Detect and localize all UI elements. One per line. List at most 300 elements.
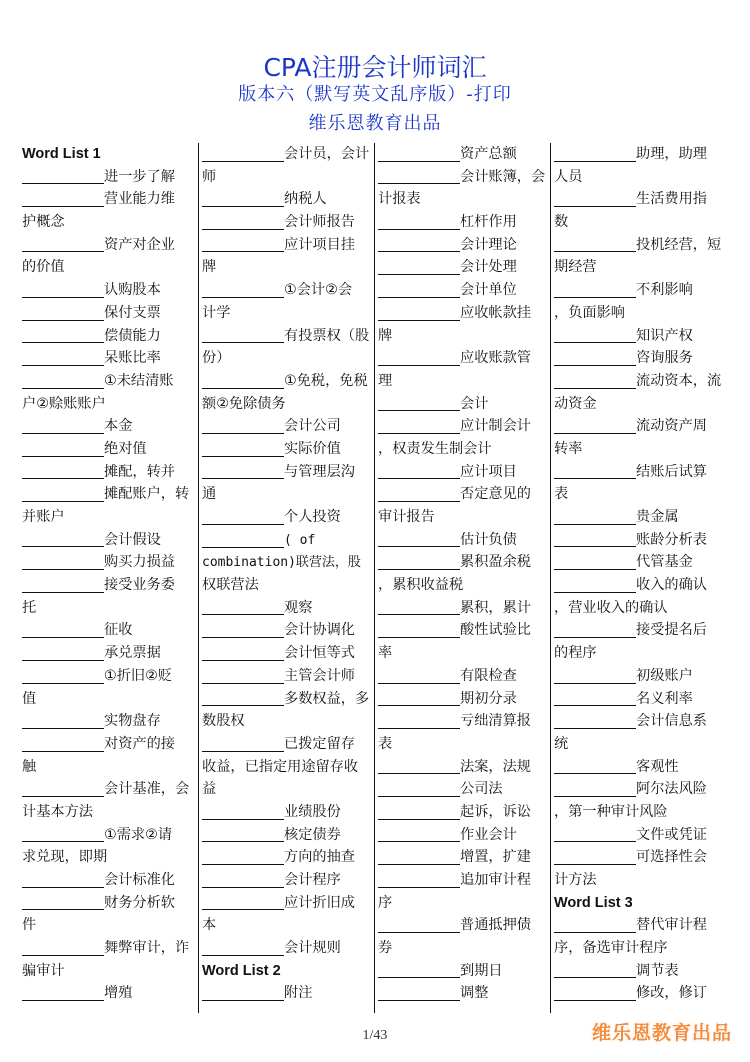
answer-blank — [378, 531, 460, 547]
chinese-term: 护概念 — [22, 214, 65, 231]
vocab-entry — [378, 483, 550, 506]
chinese-term: 累积盈余税 — [460, 554, 531, 571]
answer-blank — [202, 599, 284, 615]
chinese-term: 骗审计 — [22, 962, 65, 979]
answer-blank — [378, 622, 460, 638]
answer-blank — [378, 758, 460, 774]
vocab-entry — [22, 619, 194, 642]
answer-blank — [202, 418, 284, 434]
vocab-entry-continuation — [554, 801, 726, 824]
vocab-entry — [22, 892, 194, 915]
answer-blank — [554, 191, 636, 207]
chinese-term: 客观性 — [636, 758, 679, 775]
vocab-entry — [202, 982, 374, 1005]
vocab-entry — [378, 234, 550, 257]
chinese-term: 实际价值 — [284, 440, 341, 457]
chinese-term: 转率 — [554, 440, 583, 457]
chinese-term: ，累积收益税 — [378, 577, 464, 594]
vocab-entry-continuation — [378, 188, 550, 211]
column-4 — [550, 143, 726, 1013]
vocab-entry — [202, 279, 374, 302]
chinese-term: 师 — [202, 168, 217, 185]
vocab-entry — [202, 597, 374, 620]
vocab-entry — [378, 551, 550, 574]
vocab-entry-continuation — [22, 393, 194, 416]
chinese-term: 与管理层沟 — [284, 463, 355, 480]
vocab-entry-continuation — [202, 166, 374, 189]
answer-blank — [554, 668, 636, 684]
chinese-term: 财务分析软 — [104, 894, 175, 911]
answer-blank — [554, 758, 636, 774]
vocab-entry — [22, 778, 194, 801]
answer-blank — [22, 282, 104, 298]
answer-blank — [378, 690, 460, 706]
answer-blank — [202, 282, 284, 298]
answer-blank — [202, 645, 284, 661]
chinese-term: 可选择性会 — [636, 849, 707, 866]
chinese-term: 不利影响 — [636, 282, 693, 299]
vocab-entry — [22, 325, 194, 348]
chinese-term: 应计制会计 — [460, 418, 531, 435]
vocab-entry-continuation — [22, 846, 194, 869]
chinese-term: combination)联营法，股 — [202, 555, 361, 571]
vocab-entry-continuation — [378, 370, 550, 393]
vocab-entry-continuation — [378, 574, 550, 597]
vocab-entry — [22, 869, 194, 892]
chinese-term: 知识产权 — [636, 327, 693, 344]
vocab-entry — [202, 619, 374, 642]
chinese-term: ①免税，免税 — [284, 372, 368, 389]
answer-blank — [22, 531, 104, 547]
vocab-entry-continuation — [202, 574, 374, 597]
vocab-entry — [378, 393, 550, 416]
chinese-term: 会计信息系 — [636, 713, 707, 730]
column-1 — [22, 143, 194, 1013]
answer-blank — [22, 463, 104, 479]
document-subtitle: 版本六（默写英文乱序版）-打印 — [238, 84, 512, 105]
chinese-term: 方向的抽查 — [284, 849, 355, 866]
page-number: 1/43 — [362, 1028, 388, 1043]
answer-blank — [22, 894, 104, 910]
vocab-entry — [378, 756, 550, 779]
chinese-term: 序，备选审计程序 — [554, 940, 668, 957]
answer-blank — [22, 554, 104, 570]
vocab-entry-continuation — [202, 347, 374, 370]
answer-blank — [554, 463, 636, 479]
vocab-entry — [554, 415, 726, 438]
chinese-term: 触 — [22, 758, 37, 775]
chinese-term: 摊配账户，转 — [104, 486, 190, 503]
vocab-entry — [378, 529, 550, 552]
chinese-term: 酸性试验比 — [460, 622, 531, 639]
vocab-entry — [202, 461, 374, 484]
chinese-term: 理 — [378, 372, 393, 389]
chinese-term: 认购股本 — [104, 282, 161, 299]
answer-blank — [378, 395, 460, 411]
vocab-entry — [22, 166, 194, 189]
chinese-term: 业绩股份 — [284, 803, 341, 820]
answer-blank — [554, 713, 636, 729]
vocab-entry — [202, 370, 374, 393]
chinese-term: 牌 — [378, 327, 393, 344]
chinese-term: 贵金属 — [636, 509, 679, 525]
chinese-term: 呆账比率 — [104, 350, 161, 367]
chinese-term: 统 — [554, 735, 569, 752]
answer-blank — [22, 872, 104, 888]
vocab-entry — [554, 778, 726, 801]
vocab-entry — [202, 688, 374, 711]
vocab-entry — [554, 347, 726, 370]
vocab-entry-continuation — [554, 642, 726, 665]
chinese-term: 到期日 — [460, 962, 503, 979]
chinese-term: 估计负债 — [460, 531, 517, 548]
chinese-term: 会计 — [460, 395, 489, 412]
chinese-term: 作业会计 — [460, 826, 517, 843]
answer-blank — [378, 486, 460, 502]
answer-blank — [554, 962, 636, 978]
vocab-entry — [202, 188, 374, 211]
vocab-entry-continuation — [378, 937, 550, 960]
vocab-entry — [378, 415, 550, 438]
vocab-entry-continuation — [22, 960, 194, 983]
chinese-term: 替代审计程 — [636, 917, 707, 934]
answer-blank — [554, 509, 636, 525]
chinese-term: 增置，扩建 — [460, 849, 531, 866]
chinese-term: 会计标准化 — [104, 872, 175, 888]
vocab-entry-continuation — [202, 778, 374, 801]
chinese-term: 期经营 — [554, 259, 597, 276]
chinese-term: 件 — [22, 917, 37, 934]
chinese-term: 本 — [202, 917, 217, 934]
publisher-name: 维乐恩教育出品 — [308, 113, 442, 134]
answer-blank — [202, 463, 284, 479]
vocab-entry-continuation — [378, 733, 550, 756]
vocab-entry-continuation — [554, 438, 726, 461]
chinese-term: 接受业务委 — [104, 577, 175, 594]
vocab-entry — [22, 302, 194, 325]
vocab-entry — [378, 256, 550, 279]
chinese-term: ①需求②请 — [104, 826, 173, 843]
chinese-term: 会计理论 — [460, 236, 517, 253]
vocab-entry — [22, 642, 194, 665]
chinese-term: 对资产的接 — [104, 735, 175, 752]
answer-blank — [22, 327, 104, 343]
chinese-term: ( of — [284, 532, 316, 548]
vocab-entry-continuation — [202, 551, 374, 574]
chinese-term: 权联营法 — [202, 577, 259, 594]
answer-blank — [22, 577, 104, 593]
vocab-entry — [202, 846, 374, 869]
answer-blank — [22, 736, 104, 752]
chinese-term: ①未结清账 — [104, 372, 174, 389]
answer-blank — [378, 214, 460, 230]
vocab-entry — [554, 234, 726, 257]
chinese-term: ，负面影响 — [554, 304, 625, 321]
answer-blank — [22, 441, 104, 457]
chinese-term: 户②赊账账户 — [22, 395, 106, 412]
chinese-term: 增殖 — [104, 985, 133, 1002]
chinese-term: 表 — [378, 735, 393, 752]
chinese-term: 有限检查 — [460, 667, 517, 684]
chinese-term: 观察 — [284, 599, 313, 616]
answer-blank — [202, 690, 284, 706]
chinese-term: 咨询服务 — [636, 350, 693, 367]
vocab-entry-continuation — [378, 506, 550, 529]
vocab-entry — [378, 597, 550, 620]
vocab-entry — [202, 824, 374, 847]
vocab-entry — [554, 506, 726, 529]
chinese-term: 资产对企业 — [104, 236, 175, 253]
answer-blank — [378, 668, 460, 684]
chinese-term: 会计账簿，会 — [460, 168, 546, 185]
vocab-entry — [22, 982, 194, 1005]
chinese-term: 资产总额 — [460, 146, 517, 162]
chinese-term: 生活费用指 — [636, 191, 707, 208]
vocab-entry — [554, 529, 726, 552]
vocab-entry — [202, 438, 374, 461]
chinese-term: 表 — [554, 486, 569, 503]
vocab-entry — [378, 302, 550, 325]
chinese-term: 会计处理 — [460, 259, 517, 276]
answer-blank — [202, 736, 284, 752]
chinese-term: 绝对值 — [104, 440, 147, 457]
chinese-term: 值 — [22, 690, 37, 707]
chinese-term: 序 — [378, 894, 393, 911]
chinese-term: 摊配，转并 — [104, 463, 175, 480]
chinese-term: 纳税人 — [284, 191, 327, 208]
answer-blank — [22, 781, 104, 797]
vocab-entry-continuation — [22, 801, 194, 824]
vocab-entry-continuation — [202, 256, 374, 279]
chinese-term: 征收 — [104, 622, 133, 639]
vocab-entry — [378, 801, 550, 824]
vocab-entry — [378, 710, 550, 733]
answer-blank — [554, 781, 636, 797]
answer-blank — [202, 441, 284, 457]
vocab-entry — [554, 665, 726, 688]
vocab-entry — [554, 688, 726, 711]
chinese-term: ，权责发生制会计 — [378, 440, 492, 457]
vocab-entry — [554, 710, 726, 733]
chinese-term: 初级账户 — [636, 667, 693, 684]
chinese-term: 计报表 — [378, 191, 421, 208]
vocab-entry-continuation — [22, 256, 194, 279]
answer-blank — [554, 849, 636, 865]
vocab-entry — [378, 461, 550, 484]
chinese-term: 审计报告 — [378, 509, 435, 525]
vocab-entry — [554, 914, 726, 937]
chinese-term: 计学 — [202, 304, 231, 321]
answer-blank — [554, 282, 636, 298]
answer-blank — [378, 985, 460, 1001]
answer-blank — [378, 236, 460, 252]
answer-blank — [378, 804, 460, 820]
answer-blank — [378, 282, 460, 298]
chinese-term: 流动资产周 — [636, 418, 707, 435]
vocab-entry — [202, 143, 374, 166]
chinese-term: 计基本方法 — [22, 803, 93, 820]
vocab-entry — [202, 642, 374, 665]
answer-blank — [554, 236, 636, 252]
vocab-entry-continuation — [22, 597, 194, 620]
answer-blank — [202, 668, 284, 684]
answer-blank — [202, 940, 284, 956]
vocab-entry-continuation — [202, 483, 374, 506]
vocab-entry-continuation — [554, 256, 726, 279]
answer-blank — [202, 804, 284, 820]
answer-blank — [378, 826, 460, 842]
chinese-term: 阿尔法风险 — [636, 781, 707, 798]
chinese-term: 实物盘存 — [104, 713, 161, 730]
answer-blank — [22, 985, 104, 1001]
vocab-entry — [378, 347, 550, 370]
chinese-term: 进一步了解 — [104, 168, 175, 185]
document-title: CPA注册会计师词汇 — [263, 53, 487, 82]
chinese-term: 人员 — [554, 168, 583, 185]
chinese-term: 否定意见的 — [460, 486, 531, 503]
vocab-entry — [554, 846, 726, 869]
answer-blank — [202, 214, 284, 230]
vocab-entry — [378, 869, 550, 892]
vocab-entry-continuation — [554, 597, 726, 620]
answer-blank — [202, 509, 284, 525]
vocab-entry-continuation — [554, 937, 726, 960]
answer-blank — [378, 599, 460, 615]
answer-blank — [554, 917, 636, 933]
vocab-entry — [554, 619, 726, 642]
vocab-entry-continuation — [378, 642, 550, 665]
vocab-entry — [202, 211, 374, 234]
chinese-term: 助理，助理 — [636, 146, 707, 162]
chinese-term: 承兑票据 — [104, 645, 161, 662]
chinese-term: 购买力损益 — [104, 554, 175, 571]
vocab-entry — [22, 733, 194, 756]
vocab-entry — [22, 937, 194, 960]
vocab-entry — [554, 982, 726, 1005]
vocab-entry — [202, 325, 374, 348]
chinese-term: 名义利率 — [636, 690, 693, 707]
answer-blank — [554, 690, 636, 706]
vocab-entry-continuation — [554, 166, 726, 189]
chinese-term: 会计假设 — [104, 531, 161, 548]
vocab-entry — [22, 188, 194, 211]
vocab-entry — [202, 506, 374, 529]
vocab-entry — [378, 688, 550, 711]
vocab-entry-continuation — [554, 483, 726, 506]
answer-blank — [554, 554, 636, 570]
word-list-heading — [202, 960, 374, 983]
vocab-entry — [378, 824, 550, 847]
vocab-entry — [554, 143, 726, 166]
vocab-entry-continuation — [378, 438, 550, 461]
vocab-entry-continuation — [22, 756, 194, 779]
chinese-term: 会计单位 — [460, 282, 517, 299]
answer-blank — [22, 418, 104, 434]
vocab-entry — [378, 778, 550, 801]
vocab-entry — [22, 438, 194, 461]
chinese-term: 有投票权（股 — [284, 327, 370, 344]
vocab-entry-continuation — [554, 733, 726, 756]
answer-blank — [554, 622, 636, 638]
vocab-entry — [22, 234, 194, 257]
chinese-term: 应计折旧成 — [284, 894, 355, 911]
answer-blank — [22, 350, 104, 366]
answer-blank — [22, 168, 104, 184]
vocab-entry-continuation — [22, 914, 194, 937]
answer-blank — [378, 849, 460, 865]
answer-blank — [378, 146, 460, 162]
chinese-term: 公司法 — [460, 781, 503, 798]
chinese-term: 通 — [202, 486, 217, 503]
vocab-entry-continuation — [554, 393, 726, 416]
answer-blank — [202, 849, 284, 865]
chinese-term: 普通抵押债 — [460, 917, 531, 934]
chinese-term: 追加审计程 — [460, 872, 531, 888]
chinese-term: ①折旧②贬 — [104, 667, 173, 684]
vocab-entry — [22, 347, 194, 370]
column-3 — [374, 143, 550, 1013]
chinese-term: 核定债券 — [284, 826, 341, 843]
vocab-entry — [202, 937, 374, 960]
chinese-term: 份） — [202, 350, 231, 367]
chinese-term: 会计基准，会 — [104, 781, 190, 798]
vocab-entry — [202, 665, 374, 688]
chinese-term: 会计规则 — [284, 940, 341, 957]
vocab-entry — [22, 665, 194, 688]
chinese-term: 接受提名后 — [636, 622, 707, 639]
vocab-entry — [22, 824, 194, 847]
chinese-term: 应收账款管 — [460, 350, 531, 367]
vocab-entry — [22, 529, 194, 552]
chinese-term: 收益，已指定用途留存收 — [202, 758, 359, 775]
answer-blank — [378, 168, 460, 184]
vocab-entry — [22, 710, 194, 733]
chinese-term: 会计程序 — [284, 872, 341, 888]
vocab-entry-continuation — [22, 211, 194, 234]
answer-blank — [202, 191, 284, 207]
word-list-heading — [554, 892, 726, 915]
answer-blank — [202, 985, 284, 1001]
answer-blank — [378, 350, 460, 366]
answer-blank — [378, 259, 460, 275]
vocab-entry-continuation — [202, 756, 374, 779]
answer-blank — [378, 305, 460, 321]
answer-blank — [202, 327, 284, 343]
chinese-term: 期初分录 — [460, 690, 517, 707]
chinese-term: 文件或凭证 — [636, 826, 707, 843]
vocab-entry — [378, 279, 550, 302]
chinese-term: 结账后试算 — [636, 463, 707, 480]
chinese-term: ①会计②会 — [284, 282, 353, 299]
vocab-entry-continuation — [202, 393, 374, 416]
chinese-term: 牌 — [202, 259, 217, 276]
chinese-term: 数 — [554, 214, 569, 231]
chinese-term: 起诉，诉讼 — [460, 803, 531, 820]
chinese-term: 的程序 — [554, 645, 597, 662]
vocab-entry — [22, 415, 194, 438]
answer-blank — [378, 713, 460, 729]
vocab-entry — [378, 914, 550, 937]
answer-blank — [378, 917, 460, 933]
chinese-term: ，营业收入的确认 — [554, 599, 668, 616]
answer-blank — [22, 236, 104, 252]
answer-blank — [22, 713, 104, 729]
answer-blank — [22, 826, 104, 842]
answer-blank — [554, 531, 636, 547]
answer-blank — [378, 418, 460, 434]
answer-blank — [202, 894, 284, 910]
chinese-term: 数股权 — [202, 713, 245, 730]
